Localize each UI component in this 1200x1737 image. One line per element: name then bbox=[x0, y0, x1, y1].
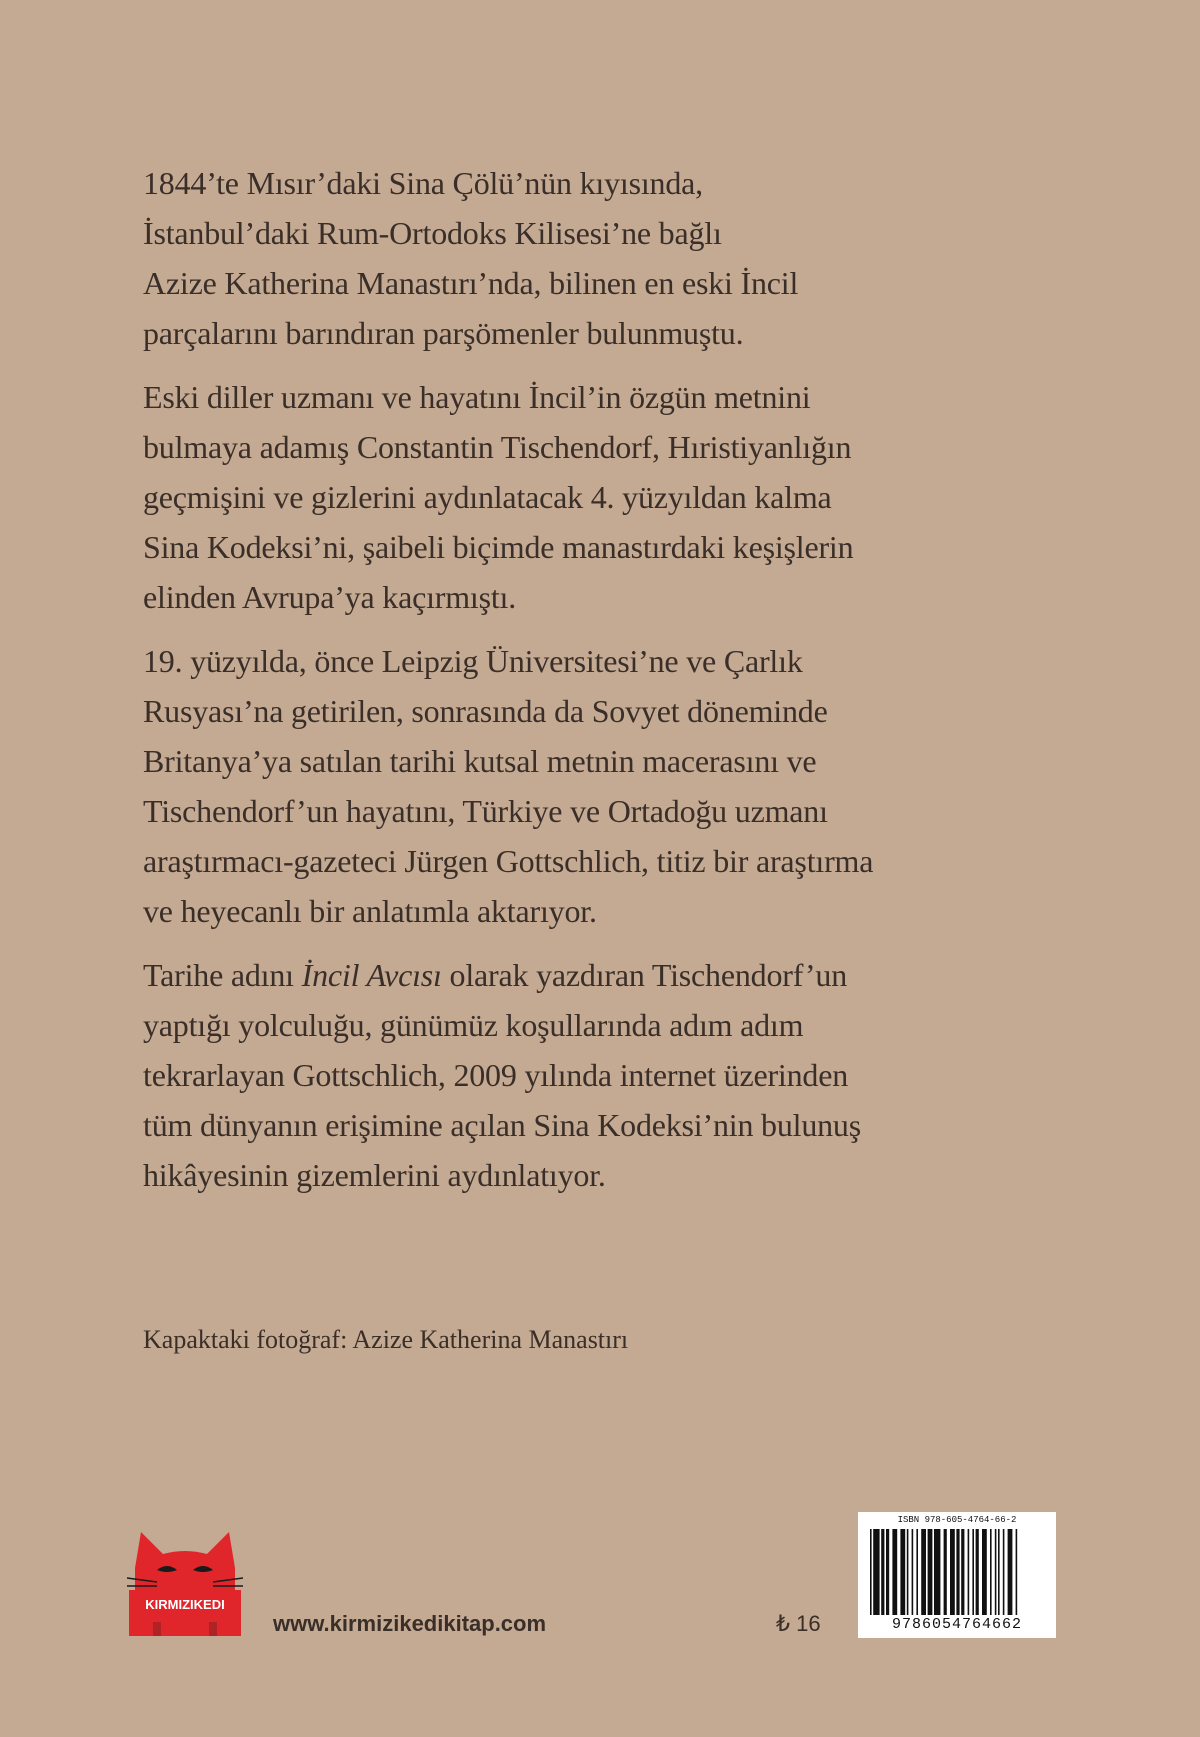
blurb-paragraph-3 bbox=[143, 636, 1063, 936]
blurb-line: parçalarını barındıran parşömenler bulunmuştu. bbox=[143, 315, 744, 351]
isbn-number: ISBN 978-605-4764-66-2 bbox=[897, 1515, 1017, 1525]
barcode-bar bbox=[961, 1529, 964, 1615]
blurb-paragraph-4 bbox=[143, 950, 1063, 1200]
barcode-bar bbox=[907, 1529, 909, 1615]
barcode-bar bbox=[892, 1529, 897, 1615]
blurb-line: geçmişini ve gizlerini aydınlatacak 4. yüzyıldan kalma bbox=[143, 479, 832, 515]
blurb-line: Azize Katherina Manastırı’nda, bilinen en eski İncil bbox=[143, 265, 799, 301]
barcode-bar bbox=[944, 1529, 947, 1615]
barcode-bar bbox=[1003, 1529, 1005, 1615]
blurb-line: 1844’te Mısır’daki Sina Çölü’nün kıyısında, bbox=[143, 165, 703, 201]
blurb-line: tüm dünyanın erişimine açılan Sina Kodeksi’nin bulunuş bbox=[143, 1107, 861, 1143]
barcode-bar bbox=[873, 1529, 879, 1615]
red-cat-icon bbox=[127, 1528, 243, 1638]
barcode-bar bbox=[1016, 1529, 1018, 1615]
book-title-italic: İncil Avcısı bbox=[301, 957, 442, 993]
blurb-line: Sina Kodeksi’ni, şaibeli biçimde manastırdaki keşişlerin bbox=[143, 529, 854, 565]
blurb-paragraph-1 bbox=[143, 158, 1063, 358]
photo-credit: Kapaktaki fotoğraf: Azize Katherina Manastırı bbox=[143, 1325, 629, 1354]
blurb-line: Rusyası’na getirilen, sonrasında da Sovyet döneminde bbox=[143, 693, 828, 729]
barcode-bar bbox=[976, 1529, 979, 1615]
barcode-bar bbox=[990, 1529, 992, 1615]
barcode-bar bbox=[921, 1529, 926, 1615]
blurb-line bbox=[143, 950, 1063, 1000]
barcode-bar bbox=[881, 1529, 884, 1615]
blurb-line: tekrarlayan Gottschlich, 2009 yılında internet üzerinden bbox=[143, 1057, 849, 1093]
barcode-bar bbox=[870, 1529, 872, 1615]
blurb-line: Britanya’ya satılan tarihi kutsal metnin macerasını ve bbox=[143, 743, 817, 779]
blurb-line: elinden Avrupa’ya kaçırmıştı. bbox=[143, 579, 517, 615]
blurb-line: Tischendorf’un hayatını, Türkiye ve Ortadoğu uzmanı bbox=[143, 793, 828, 829]
publisher-logo bbox=[127, 1528, 243, 1638]
barcode-bar bbox=[982, 1529, 987, 1615]
price-label: ₺ 16 bbox=[776, 1611, 821, 1636]
barcode-bar bbox=[912, 1529, 914, 1615]
barcode-bar bbox=[956, 1529, 959, 1615]
barcode-bar bbox=[886, 1529, 889, 1615]
barcode-bar bbox=[968, 1529, 970, 1615]
blurb-line: ve heyecanlı bir anlatımla aktarıyor. bbox=[143, 893, 597, 929]
blurb-line: bulmaya adamış Constantin Tischendorf, Hıristiyanlığın bbox=[143, 429, 852, 465]
barcode-bar bbox=[934, 1529, 940, 1615]
publisher-website: www.kirmizikedikitap.com bbox=[273, 1611, 547, 1636]
blurb-line: hikâyesinin gizemlerini aydınlatıyor. bbox=[143, 1157, 606, 1193]
blurb-line: İstanbul’daki Rum-Ortodoks Kilisesi’ne bağlı bbox=[143, 215, 722, 251]
ean-digits: 9786054764662 bbox=[891, 1616, 1023, 1633]
barcode-bar bbox=[928, 1529, 933, 1615]
blurb-text-segment: olarak yazdıran Tischendorf’un bbox=[441, 957, 847, 993]
barcode-bar bbox=[972, 1529, 974, 1615]
barcode-bar bbox=[1008, 1529, 1013, 1615]
logo-wordmark: KIRMIZIKEDI bbox=[145, 1597, 225, 1612]
barcode-bar bbox=[900, 1529, 905, 1615]
blurb-line: Eski diller uzmanı ve hayatını İncil’in özgün metnini bbox=[143, 379, 811, 415]
barcode-bar bbox=[916, 1529, 918, 1615]
barcode-bar bbox=[995, 1529, 997, 1615]
blurb-line: araştırmacı-gazeteci Jürgen Gottschlich, titiz bir araştırma bbox=[143, 843, 874, 879]
blurb-text-segment: Tarihe adını bbox=[143, 957, 302, 993]
blurb-paragraph-2 bbox=[143, 372, 1063, 622]
blurb-line: yaptığı yolculuğu, günümüz koşullarında adım adım bbox=[143, 1007, 804, 1043]
barcode-bar bbox=[950, 1529, 955, 1615]
isbn-barcode bbox=[858, 1512, 1056, 1638]
barcode-bar bbox=[998, 1529, 1000, 1615]
blurb-line: 19. yüzyılda, önce Leipzig Üniversitesi’ne ve Çarlık bbox=[143, 643, 803, 679]
barcode-bars bbox=[866, 1529, 1048, 1615]
blurb-text bbox=[143, 158, 1063, 1214]
